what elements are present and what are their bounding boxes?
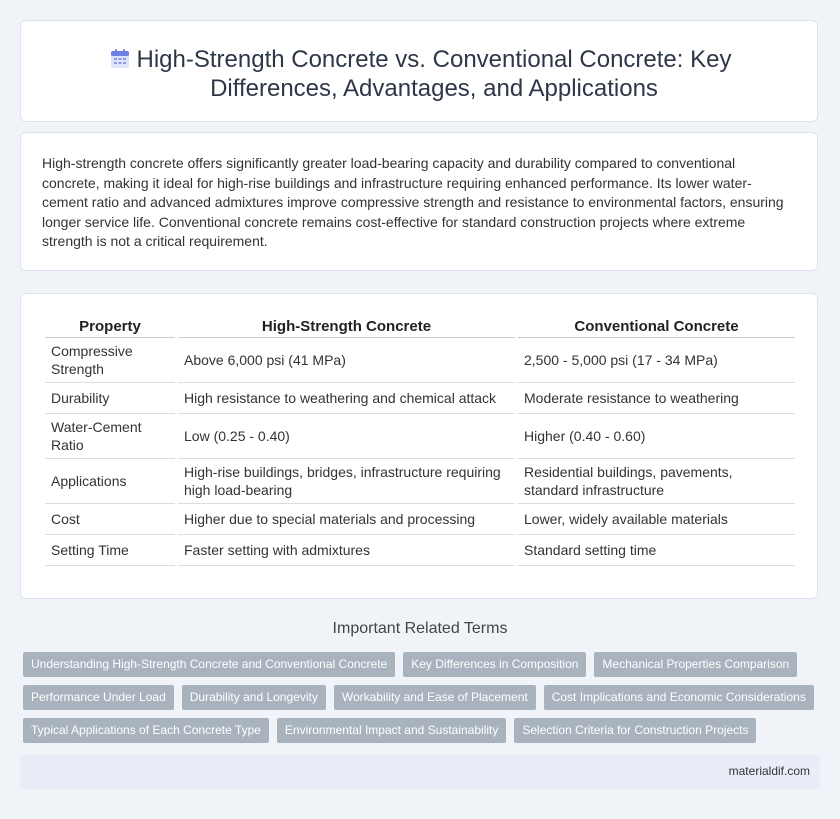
table-cell: Low (0.25 - 0.40) — [178, 414, 515, 459]
related-term-tag[interactable]: Key Differences in Composition — [403, 652, 586, 677]
footer-site-link[interactable]: materialdif.com — [728, 764, 810, 778]
table-cell: High-rise buildings, bridges, infrastructure requiring high load-bearing — [178, 459, 515, 504]
comparison-table-card — [20, 293, 818, 599]
related-terms-title: Important Related Terms — [332, 620, 508, 637]
table-cell: Lower, widely available materials — [518, 504, 795, 535]
table-cell: 2,500 - 5,000 psi (17 - 34 MPa) — [518, 338, 795, 383]
related-term-tag[interactable]: Environmental Impact and Sustainability — [277, 718, 506, 743]
table-row — [45, 504, 795, 535]
comparison-table — [42, 316, 798, 566]
table-row — [45, 459, 795, 504]
table-row — [45, 383, 795, 414]
table-cell: Compressive Strength — [45, 338, 175, 383]
table-cell: Cost — [45, 504, 175, 535]
table-row — [45, 414, 795, 459]
table-row — [45, 535, 795, 566]
summary-text: High-strength concrete offers significantly greater load-bearing capacity and durability compared to conventional concrete, making it ideal for high-rise buildings and infrastructure requiring enhanced performance. Its lower water-cement ratio and advanced admixtures improve compressive strength and resistance to environmental factors, ensuring longer service life. Conventional concrete remains cost-effective for standard construction projects where extreme strength is not a critical requirement. — [42, 155, 784, 250]
page-title: High-Strength Concrete vs. Conventional Concrete: Key Differences, Advantages, and Applications — [136, 46, 732, 102]
header-conventional: Conventional Concrete — [518, 316, 795, 338]
table-cell: Applications — [45, 459, 175, 504]
table-cell: Water-Cement Ratio — [45, 414, 175, 459]
header-property: Property — [45, 316, 175, 338]
header-high-strength: High-Strength Concrete — [178, 316, 515, 338]
related-term-tag[interactable]: Understanding High-Strength Concrete and Conventional Concrete — [23, 652, 395, 677]
related-terms-tags — [23, 652, 823, 751]
related-term-tag[interactable]: Durability and Longevity — [182, 685, 326, 710]
table-cell: Durability — [45, 383, 175, 414]
related-term-tag[interactable]: Typical Applications of Each Concrete Type — [23, 718, 269, 743]
table-cell: Higher (0.40 - 0.60) — [518, 414, 795, 459]
related-term-tag[interactable]: Cost Implications and Economic Considerations — [544, 685, 814, 710]
summary-card — [20, 132, 818, 271]
table-cell: Setting Time — [45, 535, 175, 566]
table-cell: High resistance to weathering and chemical attack — [178, 383, 515, 414]
table-cell: Moderate resistance to weathering — [518, 383, 795, 414]
table-header-row — [45, 316, 795, 338]
table-cell: Higher due to special materials and processing — [178, 504, 515, 535]
footer — [20, 755, 820, 789]
table-cell: Standard setting time — [518, 535, 795, 566]
related-term-tag[interactable]: Mechanical Properties Comparison — [594, 652, 797, 677]
table-cell: Residential buildings, pavements, standard infrastructure — [518, 459, 795, 504]
related-term-tag[interactable]: Selection Criteria for Construction Projects — [514, 718, 756, 743]
table-row — [45, 338, 795, 383]
related-term-tag[interactable]: Workability and Ease of Placement — [334, 685, 536, 710]
table-cell: Above 6,000 psi (41 MPa) — [178, 338, 515, 383]
header-card — [20, 20, 818, 122]
related-term-tag[interactable]: Performance Under Load — [23, 685, 174, 710]
table-cell: Faster setting with admixtures — [178, 535, 515, 566]
